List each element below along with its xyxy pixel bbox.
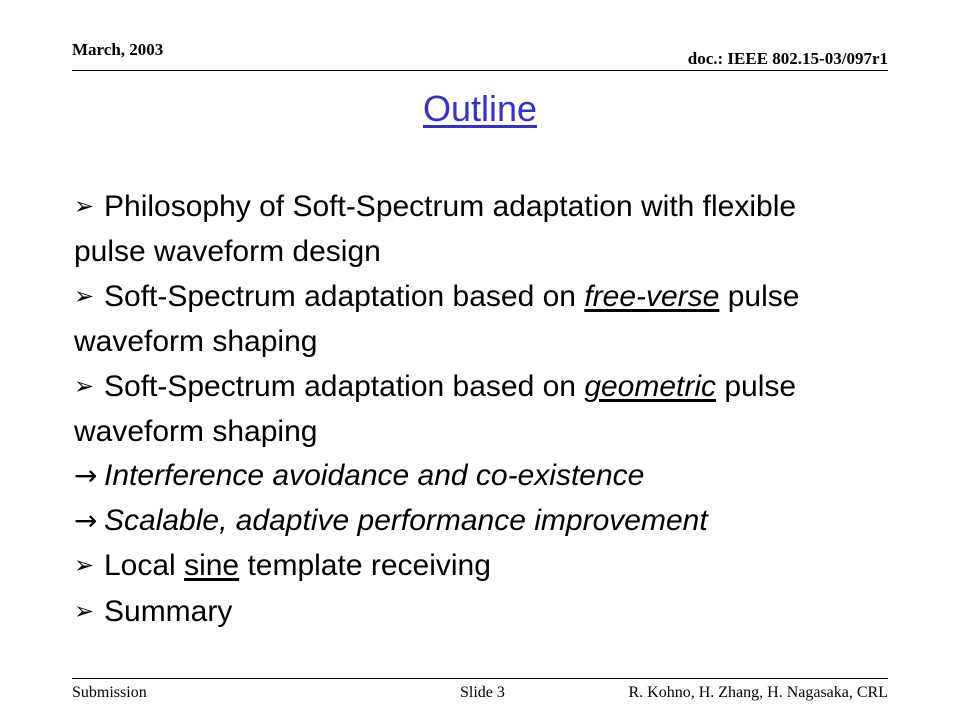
arrowhead-bullet-icon: ➢ bbox=[74, 596, 95, 625]
bullet-text-emphasis: free-verse bbox=[584, 280, 720, 313]
slide-title: Outline bbox=[422, 88, 538, 129]
header-date: March, 2003 bbox=[72, 40, 164, 59]
bullet-text-prefix: Soft-Spectrum adaptation based on bbox=[104, 280, 585, 313]
bullet-text-suffix: pulse waveform shaping bbox=[74, 280, 800, 358]
bullet-text-suffix: pulse waveform shaping bbox=[74, 370, 797, 448]
bullet-item bbox=[74, 364, 874, 454]
bullet-text-suffix: template receiving bbox=[239, 549, 491, 582]
footer-authors: R. Kohno, H. Zhang, H. Nagasaka, CRL bbox=[628, 684, 888, 701]
bullet-text-emphasis: geometric bbox=[584, 370, 717, 403]
bullet-item bbox=[74, 184, 874, 274]
bullet-item bbox=[74, 543, 874, 589]
bullet-item bbox=[74, 589, 874, 635]
footer-submission: Submission bbox=[72, 684, 147, 701]
footer-slide-number: Slide 3 bbox=[460, 684, 505, 701]
bullet-text: Summary bbox=[104, 594, 233, 628]
header-doc-id: doc.: IEEE 802.15-03/097r1 bbox=[687, 49, 888, 68]
bullet-text-emphasis: sine bbox=[184, 549, 240, 582]
right-arrow-icon: → bbox=[74, 503, 98, 537]
bullet-item bbox=[74, 274, 874, 364]
bullet-text: Scalable, adaptive performance improvement bbox=[104, 503, 708, 537]
bullet-text: Interference avoidance and co-existence bbox=[104, 459, 645, 492]
bullet-text: Philosophy of Soft-Spectrum adaptation with flexible pulse waveform design bbox=[74, 190, 797, 268]
sub-bullet-item bbox=[74, 454, 874, 499]
arrowhead-bullet-icon: ➢ bbox=[74, 372, 95, 400]
arrowhead-bullet-icon: ➢ bbox=[74, 551, 95, 579]
footer-rule bbox=[72, 678, 888, 679]
outline-list bbox=[74, 184, 874, 634]
arrowhead-bullet-icon: ➢ bbox=[74, 282, 95, 310]
arrowhead-bullet-icon: ➢ bbox=[74, 192, 95, 220]
bullet-text-prefix: Local bbox=[104, 549, 185, 582]
header-rule bbox=[72, 70, 888, 71]
bullet-text-prefix: Soft-Spectrum adaptation based on bbox=[104, 370, 585, 403]
sub-bullet-item bbox=[74, 499, 874, 544]
right-arrow-icon: → bbox=[74, 459, 98, 492]
